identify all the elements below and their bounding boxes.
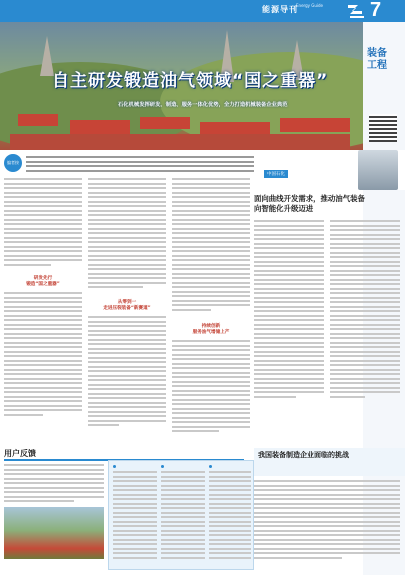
article-column-1 [4, 178, 82, 268]
column-2-heading-2: 走进压裂装备“新赛道” [103, 306, 151, 311]
hero-photo [0, 22, 363, 150]
column-1-heading-1: 研发先行 [33, 276, 53, 281]
hero-title: 自主研发锻造油气领域“国之重器” [52, 71, 329, 91]
newspaper-logo-icon [346, 2, 366, 20]
section-name: 能源导刊 [262, 5, 298, 14]
qr-code-icon [369, 114, 397, 142]
user-feedback-intro [4, 464, 104, 505]
hero-subtitle: 石化机械发挥研发、制造、服务一体化优势，全力打造机械装备企业典范 [118, 102, 288, 108]
challenges-box [254, 448, 405, 476]
sidebar-section-title: 装备 工程 [367, 48, 387, 71]
interview-body-1 [254, 220, 324, 400]
column-1-heading-2: 锻造“国之重器” [26, 282, 60, 287]
interview-body-2 [330, 220, 400, 400]
article-column-3-cont [172, 340, 250, 435]
section-name-en: Energy Guide [296, 3, 324, 8]
editor-note-badge: 编者按 [4, 154, 22, 172]
column-2-heading-1: 从零到一 [117, 300, 137, 305]
column-3-heading-1: 持续创新 [201, 324, 221, 329]
column-3-heading-2: 服务油气增储上产 [192, 330, 230, 335]
article-column-1-cont [4, 292, 82, 418]
user-feedback-title: 用户反馈 [4, 449, 36, 458]
challenges-title: 我国装备制造企业面临的挑战 [258, 451, 349, 459]
article-column-2 [88, 178, 166, 291]
feedback-quotes-panel [108, 460, 254, 570]
interview-tag: 中国石化 [264, 170, 288, 178]
page-header [0, 0, 405, 22]
article-column-2-cont [88, 316, 166, 429]
article-column-3 [172, 178, 250, 313]
interview-headline: 面向曲线开发需求，推动油气装备向智能化升级迈进 [254, 194, 365, 213]
page-number: 7 [370, 0, 382, 21]
interview-banner [254, 150, 405, 190]
interviewee-photo [358, 150, 398, 190]
feedback-photo [4, 507, 104, 559]
challenges-body [254, 480, 400, 561]
